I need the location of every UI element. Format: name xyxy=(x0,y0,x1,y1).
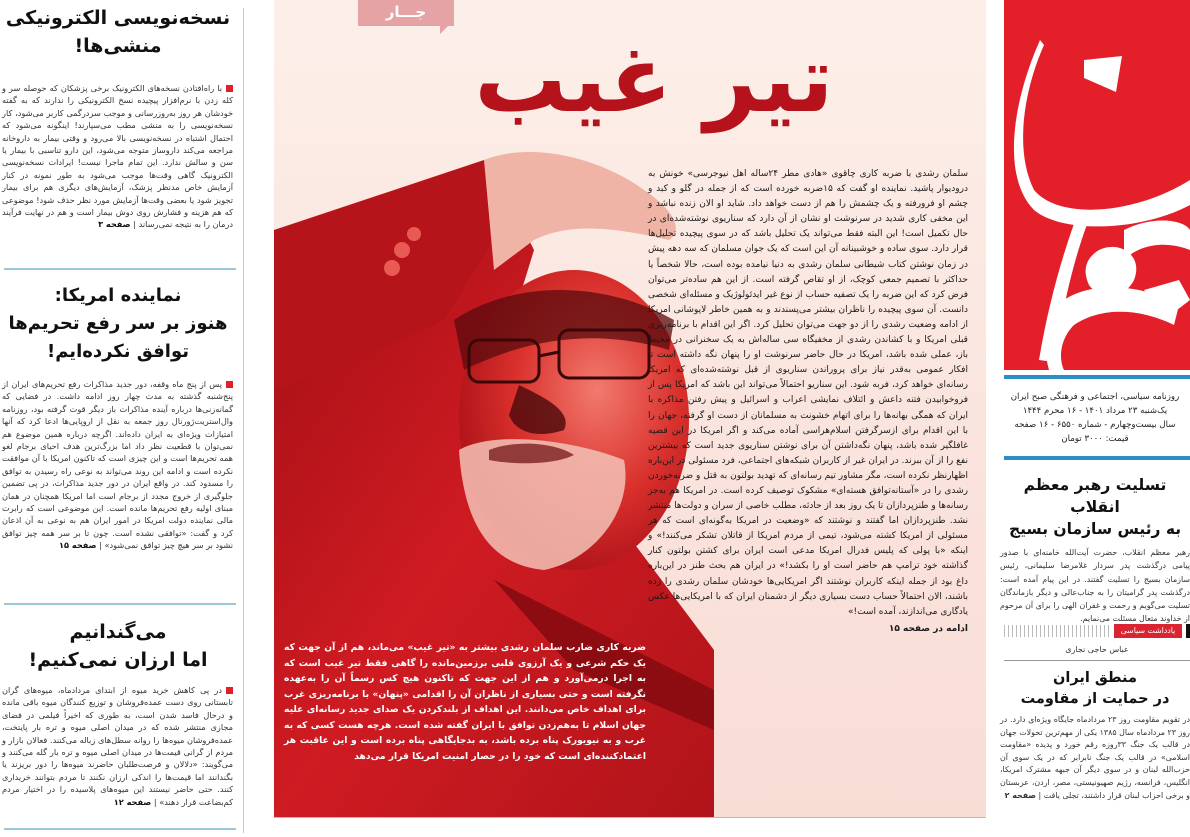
masthead-rule xyxy=(1004,456,1190,460)
story-headline xyxy=(0,618,236,674)
continued-link[interactable]: ادامه در صفحه ۱۵ xyxy=(888,623,968,634)
story-body-text: با راه‌افتادن نسخه‌های الکترونیک برخی پزشکان که حوصله سر و کله زدن با نرم‌افزار پیچیده نسخ الکترونیکی را ندارند که به گفته خودشان هر روز به‌روزرسانی و موجب سردرگمی کاربر می‌شود، کار نسخه‌نویسی را به منشی مطب می‌سپارند! اینگونه می‌شود که احتمال اشتباه در نسخه‌نویسی بالا می‌رود و وقتی بیمار به داروخانه مراجعه می‌کند داروساز متوجه می‌شود، این دارو تناسبی با بیمار یا سن و سالش ندارد. این تمام ماجرا نیست! ایرادات نسخه‌نویسی الکترونیک گاهی وقت‌ها موجب می‌شود به طور نمونه در کنار آزمایش خاص مدنظر پزشک، آزمایش‌های دیگری هم برای بیمار تجویز شود یا بعضی وقت‌ها آزمایش مورد نظر حذف شود! موضوعی که هم هزینه و فشارش روی دوش بیمار است و هم در نهایت فرآیند درمان را به نتیجه نمی‌رساند xyxy=(2,83,233,230)
author-rule xyxy=(1004,660,1190,661)
story-headline xyxy=(0,4,236,60)
headline-line: منطق ایران xyxy=(1053,670,1137,686)
stripes-decoration xyxy=(1004,625,1110,637)
left-column xyxy=(0,0,238,837)
story-body-text: در پی کاهش خرید میوه از ابتدای مردادماه، میوه‌های گران تابستانی روی دست عمده‌فروشان و توزیع کنندگان میوه باقی مانده و درحال فاسد شدن است، به طوری که اخیراً فیلمی در فضای مجازی منتشر شده که در میدان اصلی میوه و تره بار پایتخت، عمده‌فروشان میوه‌ها را روانه سطل‌های زباله می‌کنند. فعالان بازار و مردم از گرانی قیمت‌ها در میدان اصلی میوه و تره بار گله می‌کنند و می‌گویند: «دلالان و فرصت‌طلبان حاضرند میوه‌ها را دور بریزند یا بگندانند اما قیمت‌ها را اندکی ارزان نکنند تا مردم بتوانند خریداری کنند. حتی حاضر نیستند این میوه‌های پلاسیده را در اختیار مردم کم‌بضاعت قرار دهند» xyxy=(2,685,233,807)
headline-line: در حمایت از مقاومت xyxy=(1020,691,1170,707)
headline-line: منشی‌ها! xyxy=(74,35,162,57)
story-electronic-prescription[interactable] xyxy=(0,4,236,231)
issue-number: سال بیست‌وچهارم - شماره ۶۵۵۰ - ۱۶ صفحه xyxy=(1014,420,1176,430)
hero-article-body xyxy=(648,167,968,637)
story-headline xyxy=(0,282,236,366)
headline-line: می‌گندانیم xyxy=(69,621,167,643)
story-fruit-prices[interactable] xyxy=(0,618,236,808)
story-body: پس از پنج ماه وقفه، دور جدید مذاکرات رفع تحریم‌های ایران از پنج‌شنبه گذشته به مدت چهار روز ادامه داشت. در فضایی که گمانه‌زنی‌ها درباره آینده مذاکرات باز دیگر قوت گرفته بود، روزنامه وال‌استریت‌ژورنال روز جمعه به نقل از اروپایی‌ها ادعا کرد که آنها امتیازات ویژه‌ای به ایران داده‌اند. اگرچه درباره همین موضوع هم نمی‌توان با قطعیت نظر داد اما بزرگ‌ترین هدف احیای برجام لغو همه تحریم‌ها است و این چیزی است که تاکنون امریکا با آن موافقت نکرده است و ادامه این روند می‌تواند به نوعی راه رسیدن به توافق را مسدود کند. در واقع ایران در دور جدید مذاکرات، در پی تضمین جلوگیری از خروج مجدد از برجام است اما امریکا همچنان در همان مبنای اولیه رفع تحریم‌ها مانده است. این موضوعی است که رابرت مالی نماینده دولت امریکا در امور ایران هم به نوعی به آن اذعان کرد و گفت: «توافقی نشده است. چون تا بر سر همه چیز توافق نشود بر سر هیچ چیز توافق نمی‌شود» | صفحه ۱۵ xyxy=(2,379,233,551)
right-column xyxy=(994,0,1190,837)
story-body: با راه‌افتادن نسخه‌های الکترونیک برخی پزشکان که حوصله سر و کله زدن با نرم‌افزار پیچیده نسخ الکترونیکی را ندارند که به گفته خودشان هر روز به‌روزرسانی و موجب سردرگمی کاربر می‌شود، کار نسخه‌نویسی را به منشی مطب می‌سپارند! اینگونه می‌شود که احتمال اشتباه در نسخه‌نویسی بالا می‌رود و وقتی بیمار به داروخانه مراجعه می‌کند داروساز متوجه می‌شود، این دارو تناسبی با بیمار یا سن و سالش ندارد. این تمام ماجرا نیست! ایرادات نسخه‌نویسی الکترونیک گاهی وقت‌ها موجب می‌شود به طور نمونه در کنار آزمایش خاص مدنظر پزشک، آزمایش‌های دیگری هم برای بیمار تجویز شود یا بعضی وقت‌ها آزمایش مورد نظر حذف شود! موضوعی که هم هزینه و فشارش روی دوش بیمار است و هم در نهایت فرآیند درمان را به نتیجه نمی‌رساند | صفحه ۳ xyxy=(2,83,233,230)
newspaper-logo xyxy=(1004,0,1190,370)
story-body: در تقویم مقاومت روز ۲۳ مردادماه جایگاه ویژه‌ای دارد. در روز ۲۳ مردادماه سال ۱۳۸۵ یکی از مهم‌ترین تحولات جهان در قالب یک جنگ ۳۳روزه رقم خورد و پدیده «مقاومت اسلامی» در قالب یک جنگ نابرابر که در یک سوی آن حزب‌الله لبنان و در سوی دیگر آن جبهه مشترک امریکا، انگلیس، فرانسه، رژیم صهیونیستی، مصر، اردن، عربستان و برخی احزاب لبنان قرار داشتند، تجلی یافت | صفحه ۲ xyxy=(1000,715,1190,800)
headline-line: هنوز بر سر رفع تحریم‌ها xyxy=(8,313,228,334)
headline-line: به رئیس سازمان بسیج xyxy=(1008,520,1182,538)
masthead-rule xyxy=(1004,375,1190,379)
section-marker-icon xyxy=(1186,624,1190,638)
story-opinion[interactable] xyxy=(1000,668,1190,802)
page-ref: صفحه ۱۲ xyxy=(113,796,152,807)
section-label: یادداشت سیاسی xyxy=(1114,624,1182,638)
story-condolence[interactable] xyxy=(1000,474,1190,626)
headline-line: تسلیت رهبر معظم انقلاب xyxy=(1023,476,1167,516)
opinion-section-bar xyxy=(1004,624,1190,638)
story-us-envoy[interactable] xyxy=(0,282,236,552)
story-headline xyxy=(1000,668,1190,710)
masthead-tagline: روزنامه سیاسی، اجتماعی و فرهنگی صبح ایران xyxy=(1010,392,1180,402)
javan-logo-calligraphy xyxy=(1004,0,1190,370)
kicker-tail xyxy=(440,24,450,34)
story-divider xyxy=(4,268,236,270)
issue-price: قیمت: ۳۰۰۰ تومان xyxy=(1061,434,1129,444)
story-divider xyxy=(4,828,236,830)
hero-bottom-rule xyxy=(274,817,986,818)
story-body-text: پس از پنج ماه وقفه، دور جدید مذاکرات رفع تحریم‌های ایران از پنج‌شنبه گذشته به مدت چهار روز ادامه داشت. در فضایی که گمانه‌زنی‌ها درباره آینده مذاکرات باز دیگر قوت گرفته بود، روزنامه وال‌استریت‌ژورنال روز جمعه به نقل از اروپایی‌ها ادعا کرد که آنها امتیازات ویژه‌ای به ایران داده‌اند. اگرچه درباره همین موضوع هم نمی‌توان با قطعیت نظر داد اما بزرگ‌ترین هدف احیای برجام لغو همه تحریم‌ها است و این چیزی است که تاکنون امریکا با آن موافقت نکرده است و ادامه این روند می‌تواند به نوعی راه رسیدن به توافق را مسدود کند. در واقع ایران در دور جدید مذاکرات، در پی تضمین جلوگیری از خروج مجدد از برجام است اما امریکا همچنان در همان مبنای اولیه رفع تحریم‌ها مانده است. این موضوعی است که رابرت مالی نماینده دولت امریکا در امور ایران هم به نوعی به آن اذعان کرد و گفت: «توافقی نشده است. چون تا بر سر همه چیز توافق نشود بر سر هیچ چیز توافق نمی‌شود» xyxy=(2,379,233,551)
bullet-icon xyxy=(226,85,233,92)
author-name: عباس حاجی نجاری xyxy=(1065,645,1129,654)
headline-line: نماینده امریکا: xyxy=(54,285,182,306)
hero-headline: تیر غیب xyxy=(474,26,834,133)
story-body-text: در تقویم مقاومت روز ۲۳ مردادماه جایگاه ویژه‌ای دارد. در روز ۲۳ مردادماه سال ۱۳۸۵ یکی از مهم‌ترین تحولات جهان در قالب یک جنگ ۳۳روزه رقم خورد و پدیده «مقاومت اسلامی» در قالب یک جنگ نابرابر که در یک سوی آن حزب‌الله لبنان و در سوی دیگر آن جبهه مشترک امریکا، انگلیس، فرانسه، رژیم صهیونیستی، مصر، اردن، عربستان و برخی احزاب لبنان قرار داشتند، تجلی یافت xyxy=(1000,715,1190,800)
story-headline xyxy=(1000,474,1190,540)
hero-article-text: سلمان رشدی با ضربه کاری چاقوی «هادی مطر ۲۴ساله اهل نیوجرسی» خونش به درودیوار پاشید. نماینده او گفت که ۱۵ضربه خورده است که از جمله در گلو و کبد و چشم او فرورفته و یک چشمش را هم از دست خواهد داد. شاید او الان زنده نباشد و این مخفی کاری شدید در سرنوشت او نشان از آن دارد که سناریوی نوشته‌شده‌ای در حال تکمیل است! این البته فقط می‌تواند یک تحلیل باشد که در سوی پیچیده تحلیل‌ها قرار دارد. سوی ساده و خوشبینانه آن این است که یک جوان مسلمان که سه دهه پیش در زمان نوشتن کتاب شیطانی سلمان رشدی به دنیا نیامده بوده است، حالا شخصاً یا حداکثر با تصمیم جمعی کوچک، از او تقاص گرفته است. از این هم ساده‌تر می‌توان فرض کرد که این ضربه را یک تصفیه حساب از نوع غیر ایدئولوژیک و مسئله‌ای شخصی دانست. آن سوی پیچیده را ناظران بیشتر می‌پسندند و به همین خاطر لاپوشانی امریکا از ادامه وضعیت رشدی را از دو جهت می‌توان تحلیل کرد. اگر این اقدام با برنامه‌ریزی قبلی امریکا و با کشاندن رشدی از مخفیگاه سی ساله‌اش به یک سخنرانی در محیط باز، عملی شده باشد، امریکا در حال حاضر سرنوشت او را پنهان نگه داشته است تا افکار عمومی به‌قدر نیاز برای پروراندن سناریوی از قبل نوشته‌شده‌ای که امریکا رسانه‌ای خواهد کرد، فربه شود. این سناریو احتمالاً می‌تواند این باشد که امریکا پس از فروخوابیدن فتنه داعش و ائتلاف نمایشی اعراب و اسرائیل و پیش رفتن مذاکره با ایران که همگی بهانه‌ها را برای اتهام خشونت به مسلمانان از دست او گرفته، جهان را با این اقدام برای ازسرگرفتن اسلام‌هراسی آماده می‌کند و اگر امریکا در این قضیه غافلگیر شده باشد، پنهان نگه‌داشتن آن برای نوشتن سناریوی جدید است که بیشترین نفع را از آن ببرند. در ایران غیر از کاربران شبکه‌های اجتماعی، فرد مسئولی در این‌باره اظهارنظر نکرده است، مگر مشاور تیم رسانه‌ای که تهدید بولتون به قتل و ضربه‌خوردن رشدی را در «آستانه‌توافق هسته‌ای» مشکوک توصیف کرده است. در امریکا هم به‌جز رسانه‌ها و طنزپردازان تا یک روز بعد از حادثه، مطلب خاصی از سران و دولت‌ها منتشر نشد. طنزپردازان اما گفتند و نوشتند که «وضعیت در امریکا به‌گونه‌ای است که هر مسئولی از امریکا کشته می‌شود، تیمی از مردم امریکا از قاتلان تشکر می‌کنند!» و اینکه «با پولی که پلیس فدرال امریکا مدعی است ایران برای کشتن بولتون کنار گذاشته خود ترامپ هم حاضر است او را بکشد!» در ایران هم بحث طنز در این‌باره داغ بود از جمله اینکه کاربران نوشتند اگر امریکایی‌ها خودشان سلمان رشدی را زده باشند، الان احتمالاً حساب دست بسیاری دیگر از دشمنان ایران که با امریکایی‌ها عکس یادگاری می‌اندازند، آمده است!» xyxy=(648,169,968,617)
headline-line: نسخه‌نویسی الکترونیکی xyxy=(5,7,231,29)
headline-line: اما ارزان نمی‌کنیم! xyxy=(28,649,208,671)
story-divider xyxy=(4,603,236,605)
bullet-icon xyxy=(226,381,233,388)
page-ref: صفحه ۱۵ xyxy=(59,540,97,551)
page-ref: صفحه ۳ xyxy=(98,219,131,230)
issue-date: یک‌شنبه ۲۳ مرداد ۱۴۰۱ - ۱۶ محرم ۱۴۴۴ xyxy=(1022,406,1168,416)
story-body: رهبر معظم انقلاب، حضرت آیت‌الله خامنه‌ای با صدور پیامی درگذشت پدر سردار غلامرضا سلیمانی، رئیس سازمان بسیج را تسلیت گفتند. در این پیام آمده است: درگذشت پدر گرامیتان را به جناب‌عالی و دیگر بازماندگان تسلیت می‌گویم و رحمت و غفران الهی را برای آن مرحوم از خداوند متعال مسئلت می‌نمایم. xyxy=(1000,548,1190,624)
story-body: در پی کاهش خرید میوه از ابتدای مردادماه، میوه‌های گران تابستانی روی دست عمده‌فروشان و توزیع کنندگان میوه باقی مانده و درحال فاسد شدن است، به طوری که اخیراً فیلمی در فضای مجازی منتشر شده که در میدان اصلی میوه و تره بار پایتخت، عمده‌فروشان میوه‌ها را روانه سطل‌های زباله می‌کنند. فعالان بازار و مردم از گرانی قیمت‌ها در میدان اصلی میوه و تره بار گله می‌کنند و می‌گویند: «دلالان و فرصت‌طلبان حاضرند میوه‌ها را دور بریزند یا بگندانند اما قیمت‌ها را اندکی ارزان نکنند تا مردم بتوانند خریداری کنند. حتی حاضر نیستند این میوه‌های پلاسیده را در اختیار مردم کم‌بضاعت قرار دهند» | صفحه ۱۲ xyxy=(2,685,233,807)
bullet-icon xyxy=(226,687,233,694)
page-ref: صفحه ۲ xyxy=(1004,790,1037,800)
masthead-info xyxy=(1000,390,1190,446)
hero-feature[interactable] xyxy=(274,0,986,817)
headline-line: توافق نکرده‌ایم! xyxy=(46,341,190,362)
column-divider xyxy=(243,8,244,833)
section-kicker: جـــار xyxy=(358,0,454,26)
hero-overlay-text: ضربه کاری ضارب سلمان رشدی بیشتر به «تیر غیب» می‌ماند، هم از آن جهت که یک حکم شرعی و یک آرزوی قلبی برزمین‌مانده را گاهی فقط تیر غیب است که به اجرا درمی‌آورد و هم از این جهت که تاکنون هیچ کس رسماً آن را به‌عهده نگرفته است و حتی بسیاری از ناظران آن را اقدامی «پنهان» با برنامه‌ریزی غرب برای اهداف خاص می‌دانند. این اهداف از بلندکردن یک صدای جدید رسانه‌ای علیه جهان اسلام تا به‌هم‌زدن توافق با ایران گفته شده است. هرچه هست کسی که به غرب و به نیویورک پناه برده باشد، به بدجایگاهی پناه برده است و این عاقبت هر اعتمادکننده‌ای است که خود را در حصار امنیت امریکا قرار می‌دهد xyxy=(284,642,646,762)
